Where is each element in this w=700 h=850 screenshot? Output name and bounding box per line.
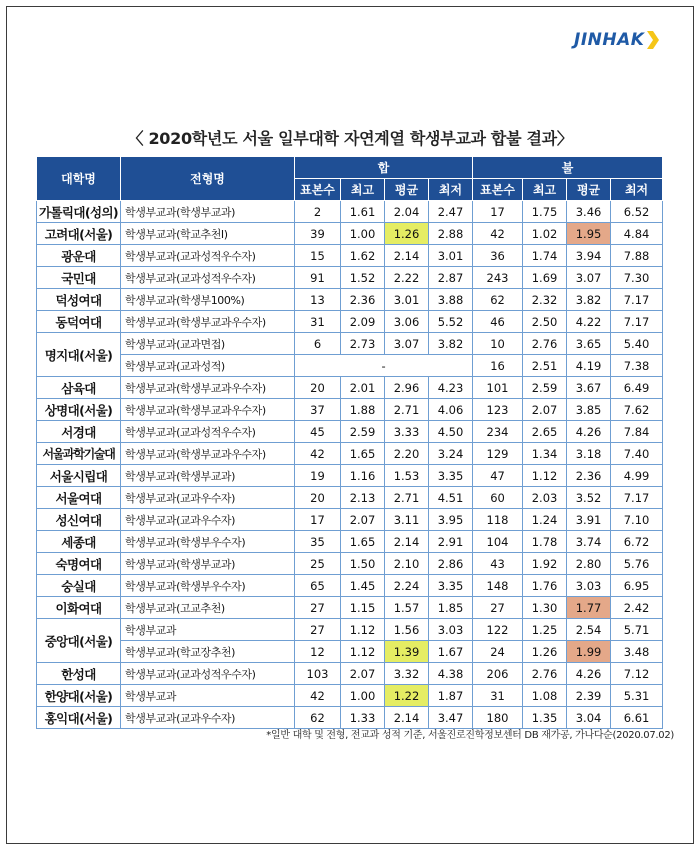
pass-avg: 1.57 (385, 597, 429, 619)
fail-samples: 10 (473, 333, 523, 355)
pass-min: 3.88 (429, 289, 473, 311)
fail-max: 2.50 (523, 311, 567, 333)
pass-avg: 1.56 (385, 619, 429, 641)
pass-samples: 45 (295, 421, 341, 443)
admission-type: 학생부교과(교과성적우수자) (121, 663, 295, 685)
pass-max: 1.12 (341, 641, 385, 663)
admission-type: 학생부교과(교과우수자) (121, 707, 295, 729)
university-name: 명지대(서울) (37, 333, 121, 377)
pass-min: 2.87 (429, 267, 473, 289)
university-name: 덕성여대 (37, 289, 121, 311)
fail-min: 6.52 (611, 201, 663, 223)
pass-min: 2.47 (429, 201, 473, 223)
fail-col-min: 최저 (611, 179, 663, 201)
fail-samples: 24 (473, 641, 523, 663)
fail-min: 7.84 (611, 421, 663, 443)
pass-min: 1.67 (429, 641, 473, 663)
fail-samples: 27 (473, 597, 523, 619)
admission-type: 학생부교과(학생부교과우수자) (121, 399, 295, 421)
pass-col-max: 최고 (341, 179, 385, 201)
table-row (37, 201, 663, 223)
pass-samples: 39 (295, 223, 341, 245)
table-row (37, 267, 663, 289)
pass-max: 2.09 (341, 311, 385, 333)
fail-samples: 234 (473, 421, 523, 443)
admission-type: 학생부교과(교과성적) (121, 355, 295, 377)
pass-max: 1.88 (341, 399, 385, 421)
fail-avg: 3.82 (567, 289, 611, 311)
pass-col-min: 최저 (429, 179, 473, 201)
fail-avg: 3.04 (567, 707, 611, 729)
pass-max: 1.12 (341, 619, 385, 641)
pass-avg: 2.10 (385, 553, 429, 575)
pass-samples: 13 (295, 289, 341, 311)
pass-avg: 3.33 (385, 421, 429, 443)
pass-max: 2.13 (341, 487, 385, 509)
table-row (37, 553, 663, 575)
university-name: 숙명여대 (37, 553, 121, 575)
fail-samples: 31 (473, 685, 523, 707)
fail-max: 2.59 (523, 377, 567, 399)
admission-type: 학생부교과(교과성적우수자) (121, 267, 295, 289)
admission-type: 학생부교과(학생부교과우수자) (121, 377, 295, 399)
fail-max: 1.25 (523, 619, 567, 641)
fail-max: 1.75 (523, 201, 567, 223)
fail-col-avg: 평균 (567, 179, 611, 201)
fail-samples: 17 (473, 201, 523, 223)
admission-type: 학생부교과(교과우수자) (121, 509, 295, 531)
pass-min: 3.03 (429, 619, 473, 641)
fail-min: 7.10 (611, 509, 663, 531)
fail-min: 3.48 (611, 641, 663, 663)
pass-min: 2.91 (429, 531, 473, 553)
fail-samples: 47 (473, 465, 523, 487)
pass-max: 1.16 (341, 465, 385, 487)
fail-samples: 46 (473, 311, 523, 333)
fail-max: 2.76 (523, 333, 567, 355)
university-name: 상명대(서울) (37, 399, 121, 421)
fail-samples: 243 (473, 267, 523, 289)
fail-samples: 206 (473, 663, 523, 685)
table-row (37, 509, 663, 531)
pass-min: 4.38 (429, 663, 473, 685)
fail-avg-highlight: 1.95 (567, 223, 611, 245)
fail-min: 6.61 (611, 707, 663, 729)
fail-min: 4.99 (611, 465, 663, 487)
fail-samples: 60 (473, 487, 523, 509)
footnote: *일반 대학 및 전형, 전교과 성적 기준, 서울진로진학정보센터 DB 재가공, 가나다순(2020.07.02) (266, 730, 674, 741)
university-name: 홍익대(서울) (37, 707, 121, 729)
admission-type: 학생부교과(교과성적우수자) (121, 421, 295, 443)
pass-max: 1.00 (341, 223, 385, 245)
fail-avg: 3.18 (567, 443, 611, 465)
fail-min: 2.42 (611, 597, 663, 619)
university-name: 서울여대 (37, 487, 121, 509)
university-name: 중앙대(서울) (37, 619, 121, 663)
fail-max: 1.12 (523, 465, 567, 487)
pass-max: 1.15 (341, 597, 385, 619)
fail-min: 7.12 (611, 663, 663, 685)
pass-samples: 31 (295, 311, 341, 333)
fail-samples: 104 (473, 531, 523, 553)
pass-avg: 3.07 (385, 333, 429, 355)
admission-type: 학생부교과(교과우수자) (121, 487, 295, 509)
table-row (37, 245, 663, 267)
pass-max: 2.07 (341, 509, 385, 531)
pass-min: 4.50 (429, 421, 473, 443)
admission-type: 학생부교과(교과면접) (121, 333, 295, 355)
table-row (37, 311, 663, 333)
university-name: 한성대 (37, 663, 121, 685)
university-name: 가톨릭대(성의) (37, 201, 121, 223)
pass-samples: 20 (295, 487, 341, 509)
admission-type: 학생부교과(학교추천Ⅰ) (121, 223, 295, 245)
pass-max: 1.52 (341, 267, 385, 289)
pass-min: 2.86 (429, 553, 473, 575)
pass-min: 4.23 (429, 377, 473, 399)
admission-type: 학생부교과(학생부교과) (121, 465, 295, 487)
pass-min: 2.88 (429, 223, 473, 245)
university-name: 한양대(서울) (37, 685, 121, 707)
page-title: 〈 2020학년도 서울 일부대학 자연계열 학생부교과 합불 결과〉 (127, 129, 573, 148)
pass-avg-highlight: 1.39 (385, 641, 429, 663)
table-row (37, 465, 663, 487)
pass-avg-highlight: 1.22 (385, 685, 429, 707)
pass-samples: 91 (295, 267, 341, 289)
pass-max: 1.33 (341, 707, 385, 729)
fail-max: 1.69 (523, 267, 567, 289)
pass-avg: 2.14 (385, 707, 429, 729)
fail-avg: 4.22 (567, 311, 611, 333)
fail-max: 1.30 (523, 597, 567, 619)
university-name: 동덕여대 (37, 311, 121, 333)
pass-avg: 2.24 (385, 575, 429, 597)
fail-min: 4.84 (611, 223, 663, 245)
pass-max: 1.61 (341, 201, 385, 223)
fail-max: 1.92 (523, 553, 567, 575)
table-row (37, 399, 663, 421)
pass-avg: 3.01 (385, 289, 429, 311)
pass-avg: 2.96 (385, 377, 429, 399)
fail-avg-highlight: 1.99 (567, 641, 611, 663)
col-university: 대학명 (37, 157, 121, 201)
fail-min: 7.17 (611, 289, 663, 311)
pass-no-data: - (295, 355, 473, 377)
fail-max: 2.76 (523, 663, 567, 685)
fail-avg: 2.39 (567, 685, 611, 707)
fail-samples: 122 (473, 619, 523, 641)
fail-min: 7.62 (611, 399, 663, 421)
fail-avg: 3.74 (567, 531, 611, 553)
pass-max: 2.73 (341, 333, 385, 355)
pass-max: 2.59 (341, 421, 385, 443)
pass-max: 1.62 (341, 245, 385, 267)
pass-avg: 3.11 (385, 509, 429, 531)
fail-avg: 3.91 (567, 509, 611, 531)
fail-min: 6.72 (611, 531, 663, 553)
pass-max: 2.01 (341, 377, 385, 399)
fail-max: 1.02 (523, 223, 567, 245)
pass-samples: 37 (295, 399, 341, 421)
pass-samples: 20 (295, 377, 341, 399)
admission-type: 학생부교과(학생부우수자) (121, 575, 295, 597)
pass-avg-highlight: 1.26 (385, 223, 429, 245)
fail-avg: 2.36 (567, 465, 611, 487)
university-name: 서경대 (37, 421, 121, 443)
pass-samples: 27 (295, 597, 341, 619)
pass-min: 3.82 (429, 333, 473, 355)
table-row (37, 443, 663, 465)
fail-max: 1.74 (523, 245, 567, 267)
table-row (37, 355, 663, 377)
admission-type: 학생부교과(고교추천) (121, 597, 295, 619)
fail-avg: 3.03 (567, 575, 611, 597)
fail-avg: 3.07 (567, 267, 611, 289)
pass-min: 5.52 (429, 311, 473, 333)
fail-avg: 3.65 (567, 333, 611, 355)
pass-avg: 3.06 (385, 311, 429, 333)
fail-min: 7.88 (611, 245, 663, 267)
fail-min: 5.71 (611, 619, 663, 641)
fail-col-samples: 표본수 (473, 179, 523, 201)
admission-type: 학생부교과 (121, 619, 295, 641)
fail-min: 5.31 (611, 685, 663, 707)
admission-type: 학생부교과(학생부100%) (121, 289, 295, 311)
group-fail: 불 (473, 157, 663, 179)
table-row (37, 597, 663, 619)
pass-min: 3.95 (429, 509, 473, 531)
pass-samples: 27 (295, 619, 341, 641)
fail-avg: 3.52 (567, 487, 611, 509)
fail-avg: 3.46 (567, 201, 611, 223)
fail-samples: 101 (473, 377, 523, 399)
pass-max: 1.65 (341, 531, 385, 553)
university-name: 삼육대 (37, 377, 121, 399)
admission-type: 학생부교과(학생부교과) (121, 553, 295, 575)
pass-avg: 2.14 (385, 245, 429, 267)
university-name: 서울시립대 (37, 465, 121, 487)
fail-avg: 4.26 (567, 421, 611, 443)
pass-max: 1.45 (341, 575, 385, 597)
table-row (37, 575, 663, 597)
fail-max: 2.32 (523, 289, 567, 311)
pass-avg: 2.71 (385, 487, 429, 509)
fail-col-max: 최고 (523, 179, 567, 201)
pass-avg: 2.22 (385, 267, 429, 289)
fail-min: 5.40 (611, 333, 663, 355)
pass-max: 1.00 (341, 685, 385, 707)
fail-max: 2.03 (523, 487, 567, 509)
admission-type: 학생부교과(학생부우수자) (121, 531, 295, 553)
pass-avg: 1.53 (385, 465, 429, 487)
group-pass: 합 (295, 157, 473, 179)
fail-min: 6.95 (611, 575, 663, 597)
logo-arrow-icon (646, 30, 660, 50)
table-row (37, 421, 663, 443)
pass-avg: 2.04 (385, 201, 429, 223)
table-row (37, 531, 663, 553)
fail-min: 7.17 (611, 487, 663, 509)
pass-min: 3.47 (429, 707, 473, 729)
fail-samples: 148 (473, 575, 523, 597)
pass-min: 3.35 (429, 575, 473, 597)
table-row (37, 487, 663, 509)
pass-samples: 62 (295, 707, 341, 729)
results-table (36, 156, 663, 729)
fail-samples: 42 (473, 223, 523, 245)
pass-min: 4.06 (429, 399, 473, 421)
fail-max: 1.34 (523, 443, 567, 465)
pass-samples: 42 (295, 685, 341, 707)
pass-col-avg: 평균 (385, 179, 429, 201)
pass-samples: 17 (295, 509, 341, 531)
table-row (37, 663, 663, 685)
pass-samples: 15 (295, 245, 341, 267)
admission-type: 학생부교과(학교장추천) (121, 641, 295, 663)
fail-max: 1.76 (523, 575, 567, 597)
pass-avg: 2.71 (385, 399, 429, 421)
pass-samples: 35 (295, 531, 341, 553)
pass-min: 3.24 (429, 443, 473, 465)
pass-avg: 3.32 (385, 663, 429, 685)
fail-avg: 4.26 (567, 663, 611, 685)
pass-avg: 2.14 (385, 531, 429, 553)
fail-avg: 3.94 (567, 245, 611, 267)
pass-min: 4.51 (429, 487, 473, 509)
pass-col-samples: 표본수 (295, 179, 341, 201)
pass-samples: 19 (295, 465, 341, 487)
admission-type: 학생부교과(학생부교과우수자) (121, 311, 295, 333)
pass-samples: 103 (295, 663, 341, 685)
fail-avg: 3.85 (567, 399, 611, 421)
fail-min: 7.17 (611, 311, 663, 333)
fail-avg-highlight: 1.77 (567, 597, 611, 619)
fail-min: 7.38 (611, 355, 663, 377)
fail-max: 1.35 (523, 707, 567, 729)
fail-samples: 118 (473, 509, 523, 531)
jinhak-logo[interactable] (574, 28, 660, 52)
university-name: 이화여대 (37, 597, 121, 619)
fail-samples: 43 (473, 553, 523, 575)
table-row (37, 619, 663, 641)
pass-min: 1.87 (429, 685, 473, 707)
fail-min: 7.30 (611, 267, 663, 289)
fail-max: 2.07 (523, 399, 567, 421)
pass-samples: 2 (295, 201, 341, 223)
pass-max: 2.07 (341, 663, 385, 685)
fail-min: 6.49 (611, 377, 663, 399)
admission-type: 학생부교과 (121, 685, 295, 707)
fail-samples: 36 (473, 245, 523, 267)
fail-samples: 129 (473, 443, 523, 465)
university-name: 서울과학기술대 (37, 443, 121, 465)
table-row (37, 223, 663, 245)
fail-avg: 2.54 (567, 619, 611, 641)
fail-avg: 2.80 (567, 553, 611, 575)
fail-max: 1.26 (523, 641, 567, 663)
pass-max: 2.36 (341, 289, 385, 311)
admission-type: 학생부교과(학생부교과) (121, 201, 295, 223)
table-row (37, 289, 663, 311)
university-name: 성신여대 (37, 509, 121, 531)
fail-avg: 3.67 (567, 377, 611, 399)
fail-max: 1.24 (523, 509, 567, 531)
admission-type: 학생부교과(학생부교과우수자) (121, 443, 295, 465)
pass-max: 1.65 (341, 443, 385, 465)
university-name: 숭실대 (37, 575, 121, 597)
pass-min: 3.01 (429, 245, 473, 267)
pass-samples: 25 (295, 553, 341, 575)
pass-avg: 2.20 (385, 443, 429, 465)
admission-type: 학생부교과(교과성적우수자) (121, 245, 295, 267)
fail-avg: 4.19 (567, 355, 611, 377)
university-name: 세종대 (37, 531, 121, 553)
table-row (37, 333, 663, 355)
col-admission-type: 전형명 (121, 157, 295, 201)
pass-samples: 65 (295, 575, 341, 597)
university-name: 광운대 (37, 245, 121, 267)
pass-min: 1.85 (429, 597, 473, 619)
fail-max: 1.78 (523, 531, 567, 553)
fail-max: 1.08 (523, 685, 567, 707)
table-row (37, 685, 663, 707)
pass-samples: 12 (295, 641, 341, 663)
table-row (37, 641, 663, 663)
university-name: 국민대 (37, 267, 121, 289)
pass-min: 3.35 (429, 465, 473, 487)
fail-samples: 62 (473, 289, 523, 311)
fail-samples: 16 (473, 355, 523, 377)
logo-text: JINHAK (574, 30, 645, 50)
pass-max: 1.50 (341, 553, 385, 575)
university-name: 고려대(서울) (37, 223, 121, 245)
fail-max: 2.51 (523, 355, 567, 377)
pass-samples: 6 (295, 333, 341, 355)
fail-samples: 123 (473, 399, 523, 421)
fail-min: 7.40 (611, 443, 663, 465)
table-row (37, 377, 663, 399)
fail-min: 5.76 (611, 553, 663, 575)
fail-max: 2.65 (523, 421, 567, 443)
pass-samples: 42 (295, 443, 341, 465)
fail-samples: 180 (473, 707, 523, 729)
